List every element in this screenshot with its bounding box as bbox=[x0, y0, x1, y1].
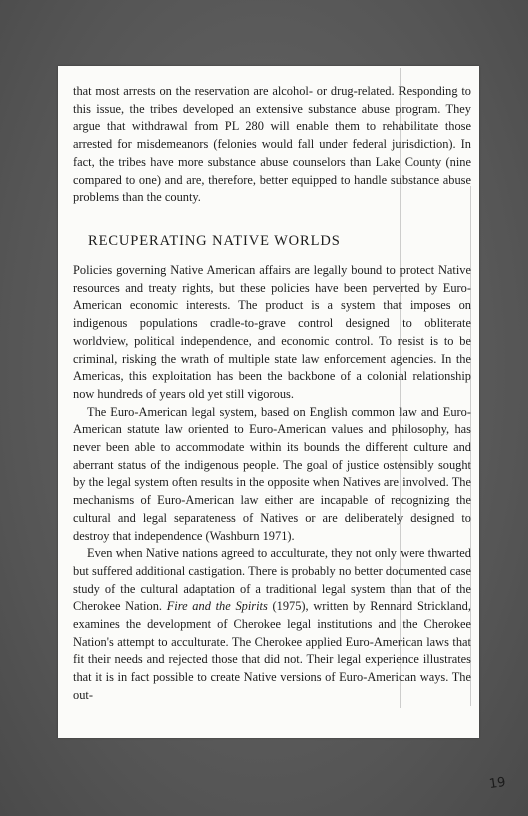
page-number: 19 bbox=[488, 774, 507, 793]
body-paragraph: Policies governing Native American affairs are legally bound to protect Native resources and treaty rights, but these policies have been perverted by Euro-American economic interests. The product is a system that imposes on indigenous populations cradle-to-grave control designed to obliterate worldview, political independence, and economic control. To resist is to be criminal, risking the wrath of multiple state law enforcement agencies. In the Americas, this exploitation has been the backbone of a colonial relationship now hundreds of years old yet still vigorous. bbox=[73, 263, 471, 401]
scan-artifact-line bbox=[400, 68, 401, 708]
scan-artifact-line bbox=[470, 186, 471, 706]
paragraph-text: Even when Native nations agreed to acculturate, they not only were thwarted but suffered additional castigation. There is probably no better documented case study of the cultural adaptation of a traditional legal system than that of the Cherokee Nation. bbox=[73, 546, 471, 614]
top-paragraph: that most arrests on the reservation are alcohol- or drug-related. Responding to this issue, the tribes developed an extensive substance abuse program. They argue that withdrawal from PL 280 will enable them to rehabilitate those arrested for misdemeanors (felonies would fall under federal jurisdiction). In fact, the tribes have more substance abuse counselors than Lake County (nine compared to one) and are, therefore, better equipped to handle substance abuse problems than the county. bbox=[73, 84, 471, 205]
book-title: Fire and the Spirits bbox=[166, 599, 268, 614]
body-paragraph bbox=[73, 545, 471, 704]
body-paragraph: The Euro-American legal system, based on English common law and Euro-American statute law oriented to Euro-American values and philosophy, has never been able to accommodate within its bounds the different culture and aberrant status of the indigenous people. The goal of justice ostensibly sought by the legal system often results in the opposite when Natives are involved. The mechanisms of Euro-American law either are incapable of recognizing the cultural and legal separateness of Natives or are deliberately designed to destroy that independence (Washburn 1971). bbox=[73, 404, 471, 543]
paragraph-text: (1975), written by Rennard Strickland, examines the development of Cherokee legal institutions and the Cherokee Nation's attempt to acculturate. The Cherokee applied Euro-American laws that fit their needs and rejected those that did not. Their legal experience illustrates that it is in fact possible to create Native versions of Euro-American ways. The out- bbox=[73, 599, 471, 702]
scanned-page bbox=[58, 66, 479, 738]
section-body bbox=[73, 262, 471, 705]
section-heading: RECUPERATING NATIVE WORLDS bbox=[88, 233, 341, 249]
